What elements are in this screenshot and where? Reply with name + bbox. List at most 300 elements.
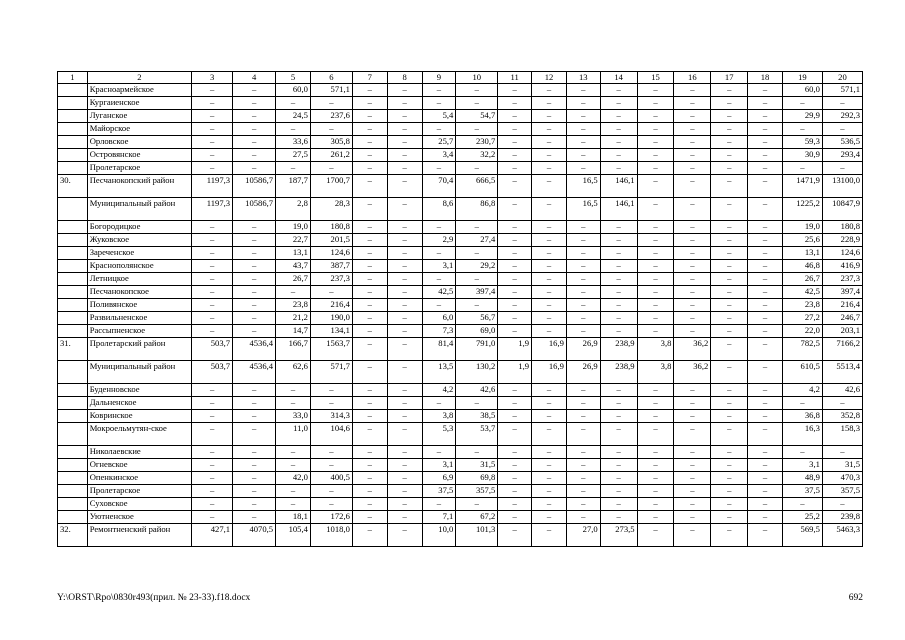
- value-cell: 86,8: [456, 198, 498, 221]
- value-cell: –: [498, 84, 532, 97]
- value-cell: –: [637, 198, 674, 221]
- value-cell: –: [748, 410, 783, 423]
- value-cell: 397,4: [822, 286, 862, 299]
- value-cell: 1,9: [498, 361, 532, 384]
- value-cell: 273,5: [600, 524, 637, 547]
- value-cell: 70,4: [422, 175, 456, 198]
- table-row: [58, 97, 863, 110]
- value-cell: 158,3: [822, 423, 862, 446]
- value-cell: 27,2: [782, 312, 822, 325]
- value-cell: –: [498, 459, 532, 472]
- value-cell: 13,5: [422, 361, 456, 384]
- value-cell: –: [498, 198, 532, 221]
- value-cell: 3,8: [422, 410, 456, 423]
- value-cell: –: [422, 123, 456, 136]
- value-cell: 397,4: [456, 286, 498, 299]
- value-cell: –: [711, 397, 748, 410]
- value-cell: 29,9: [782, 110, 822, 123]
- value-cell: 13,1: [276, 247, 311, 260]
- row-number-cell: [58, 234, 88, 247]
- value-cell: 33,0: [276, 410, 311, 423]
- value-cell: –: [192, 110, 233, 123]
- value-cell: –: [782, 123, 822, 136]
- value-cell: –: [748, 97, 783, 110]
- value-cell: –: [532, 472, 567, 485]
- value-cell: –: [748, 299, 783, 312]
- value-cell: –: [532, 123, 567, 136]
- value-cell: –: [566, 149, 600, 162]
- value-cell: 53,7: [456, 423, 498, 446]
- value-cell: 43,7: [276, 260, 311, 273]
- value-cell: –: [387, 175, 422, 198]
- value-cell: –: [600, 136, 637, 149]
- value-cell: 201,5: [310, 234, 352, 247]
- value-cell: –: [637, 524, 674, 547]
- row-number-cell: [58, 446, 88, 459]
- value-cell: –: [748, 84, 783, 97]
- value-cell: –: [674, 524, 711, 547]
- value-cell: –: [711, 175, 748, 198]
- value-cell: –: [498, 110, 532, 123]
- value-cell: –: [352, 273, 387, 286]
- territory-name-cell: Пролетарское: [87, 162, 191, 175]
- value-cell: –: [387, 524, 422, 547]
- value-cell: –: [566, 325, 600, 338]
- value-cell: –: [387, 273, 422, 286]
- value-cell: –: [192, 136, 233, 149]
- value-cell: –: [711, 524, 748, 547]
- value-cell: –: [310, 498, 352, 511]
- value-cell: –: [233, 384, 276, 397]
- row-number-cell: [58, 410, 88, 423]
- value-cell: –: [600, 423, 637, 446]
- footer-file-path: Y:\ORST\Rpo\0830r493(прил. № 23-33).f18.docx: [57, 593, 251, 603]
- value-cell: –: [822, 162, 862, 175]
- territory-name-cell: Пролетарское: [87, 485, 191, 498]
- value-cell: 22,7: [276, 234, 311, 247]
- value-cell: –: [637, 498, 674, 511]
- table-row: [58, 273, 863, 286]
- value-cell: –: [674, 234, 711, 247]
- value-cell: –: [352, 198, 387, 221]
- value-cell: –: [352, 260, 387, 273]
- column-header: 11: [498, 72, 532, 84]
- header-row: [58, 72, 863, 84]
- value-cell: –: [456, 498, 498, 511]
- value-cell: –: [711, 299, 748, 312]
- value-cell: –: [498, 299, 532, 312]
- territory-name-cell: Майорское: [87, 123, 191, 136]
- value-cell: –: [352, 136, 387, 149]
- value-cell: 31,5: [822, 459, 862, 472]
- value-cell: 37,5: [782, 485, 822, 498]
- value-cell: –: [748, 198, 783, 221]
- value-cell: –: [637, 423, 674, 446]
- value-cell: –: [748, 338, 783, 361]
- value-cell: –: [748, 423, 783, 446]
- value-cell: 3,4: [422, 149, 456, 162]
- value-cell: –: [566, 423, 600, 446]
- territory-name-cell: Буденновское: [87, 384, 191, 397]
- row-number-cell: [58, 149, 88, 162]
- value-cell: –: [498, 397, 532, 410]
- value-cell: 166,7: [276, 338, 311, 361]
- value-cell: –: [352, 312, 387, 325]
- value-cell: –: [422, 273, 456, 286]
- table-row: [58, 498, 863, 511]
- value-cell: –: [276, 397, 311, 410]
- value-cell: 25,2: [782, 511, 822, 524]
- value-cell: 7,1: [422, 511, 456, 524]
- value-cell: –: [748, 384, 783, 397]
- value-cell: 27,0: [566, 524, 600, 547]
- value-cell: 27,5: [276, 149, 311, 162]
- value-cell: –: [711, 97, 748, 110]
- value-cell: –: [748, 110, 783, 123]
- value-cell: 536,5: [822, 136, 862, 149]
- value-cell: –: [387, 459, 422, 472]
- value-cell: 42,6: [822, 384, 862, 397]
- value-cell: –: [422, 97, 456, 110]
- value-cell: –: [637, 247, 674, 260]
- value-cell: –: [822, 123, 862, 136]
- territory-name-cell: Луганское: [87, 110, 191, 123]
- value-cell: –: [711, 260, 748, 273]
- value-cell: –: [674, 312, 711, 325]
- value-cell: –: [532, 446, 567, 459]
- value-cell: –: [637, 149, 674, 162]
- value-cell: 571,1: [310, 84, 352, 97]
- value-cell: 357,5: [456, 485, 498, 498]
- value-cell: 36,8: [782, 410, 822, 423]
- value-cell: 11,0: [276, 423, 311, 446]
- value-cell: –: [276, 485, 311, 498]
- column-header: 18: [748, 72, 783, 84]
- column-header: 15: [637, 72, 674, 84]
- value-cell: –: [387, 84, 422, 97]
- row-number-cell: [58, 221, 88, 234]
- value-cell: –: [674, 459, 711, 472]
- value-cell: –: [456, 221, 498, 234]
- value-cell: –: [310, 97, 352, 110]
- value-cell: –: [233, 286, 276, 299]
- territory-name-cell: Дальненское: [87, 397, 191, 410]
- value-cell: –: [674, 511, 711, 524]
- value-cell: –: [566, 286, 600, 299]
- territory-name-cell: Зареченское: [87, 247, 191, 260]
- value-cell: 4536,4: [233, 361, 276, 384]
- value-cell: 56,7: [456, 312, 498, 325]
- value-cell: –: [748, 498, 783, 511]
- value-cell: –: [422, 84, 456, 97]
- value-cell: –: [637, 162, 674, 175]
- value-cell: –: [600, 234, 637, 247]
- territory-name-cell: Суховское: [87, 498, 191, 511]
- value-cell: –: [566, 260, 600, 273]
- table-body: [58, 84, 863, 547]
- value-cell: –: [532, 84, 567, 97]
- value-cell: –: [711, 410, 748, 423]
- value-cell: –: [674, 84, 711, 97]
- table-row: [58, 198, 863, 221]
- value-cell: –: [748, 136, 783, 149]
- table-row: [58, 299, 863, 312]
- value-cell: –: [498, 312, 532, 325]
- value-cell: –: [276, 459, 311, 472]
- value-cell: 239,8: [822, 511, 862, 524]
- row-number-cell: [58, 511, 88, 524]
- value-cell: 81,4: [422, 338, 456, 361]
- value-cell: –: [192, 149, 233, 162]
- value-cell: –: [498, 247, 532, 260]
- value-cell: –: [600, 325, 637, 338]
- value-cell: –: [748, 511, 783, 524]
- value-cell: –: [711, 312, 748, 325]
- column-header: 13: [566, 72, 600, 84]
- value-cell: –: [233, 123, 276, 136]
- value-cell: –: [233, 234, 276, 247]
- value-cell: –: [637, 234, 674, 247]
- value-cell: 18,1: [276, 511, 311, 524]
- value-cell: –: [387, 446, 422, 459]
- value-cell: –: [498, 511, 532, 524]
- value-cell: 216,4: [822, 299, 862, 312]
- value-cell: –: [498, 149, 532, 162]
- table-row: [58, 221, 863, 234]
- value-cell: –: [532, 423, 567, 446]
- value-cell: –: [748, 149, 783, 162]
- value-cell: 314,3: [310, 410, 352, 423]
- value-cell: 26,7: [276, 273, 311, 286]
- value-cell: –: [600, 410, 637, 423]
- value-cell: –: [674, 136, 711, 149]
- value-cell: 7166,2: [822, 338, 862, 361]
- value-cell: –: [498, 123, 532, 136]
- value-cell: 25,7: [422, 136, 456, 149]
- value-cell: 7,3: [422, 325, 456, 338]
- value-cell: –: [532, 410, 567, 423]
- value-cell: –: [387, 384, 422, 397]
- value-cell: –: [711, 198, 748, 221]
- value-cell: 54,7: [456, 110, 498, 123]
- footer-page-number: 692: [848, 593, 863, 603]
- value-cell: 3,1: [422, 260, 456, 273]
- table-row: [58, 84, 863, 97]
- value-cell: –: [498, 221, 532, 234]
- value-cell: 13100,0: [822, 175, 862, 198]
- value-cell: –: [711, 286, 748, 299]
- value-cell: –: [498, 97, 532, 110]
- table-row: [58, 485, 863, 498]
- value-cell: –: [498, 234, 532, 247]
- value-cell: –: [352, 511, 387, 524]
- value-cell: –: [456, 123, 498, 136]
- value-cell: –: [532, 97, 567, 110]
- value-cell: –: [748, 485, 783, 498]
- value-cell: –: [387, 123, 422, 136]
- value-cell: 230,7: [456, 136, 498, 149]
- value-cell: –: [532, 234, 567, 247]
- value-cell: –: [310, 446, 352, 459]
- value-cell: 42,5: [422, 286, 456, 299]
- column-header: 12: [532, 72, 567, 84]
- value-cell: 36,2: [674, 361, 711, 384]
- value-cell: –: [782, 97, 822, 110]
- value-cell: –: [748, 273, 783, 286]
- value-cell: –: [498, 325, 532, 338]
- value-cell: –: [532, 162, 567, 175]
- value-cell: –: [192, 221, 233, 234]
- column-header: 2: [87, 72, 191, 84]
- value-cell: 305,8: [310, 136, 352, 149]
- value-cell: –: [566, 498, 600, 511]
- territory-name-cell: Ремонтненский район: [87, 524, 191, 547]
- column-header: 7: [352, 72, 387, 84]
- value-cell: –: [566, 485, 600, 498]
- territory-name-cell: Ковринское: [87, 410, 191, 423]
- row-number-cell: [58, 423, 88, 446]
- value-cell: –: [352, 110, 387, 123]
- value-cell: –: [233, 459, 276, 472]
- value-cell: –: [674, 123, 711, 136]
- value-cell: 69,0: [456, 325, 498, 338]
- value-cell: –: [566, 84, 600, 97]
- value-cell: –: [192, 459, 233, 472]
- value-cell: 5513,4: [822, 361, 862, 384]
- value-cell: –: [637, 472, 674, 485]
- value-cell: 29,2: [456, 260, 498, 273]
- value-cell: –: [600, 162, 637, 175]
- value-cell: 1471,9: [782, 175, 822, 198]
- value-cell: –: [192, 446, 233, 459]
- row-number-cell: [58, 110, 88, 123]
- value-cell: –: [352, 472, 387, 485]
- value-cell: 2,8: [276, 198, 311, 221]
- value-cell: –: [233, 136, 276, 149]
- value-cell: –: [600, 221, 637, 234]
- value-cell: –: [566, 397, 600, 410]
- value-cell: 60,0: [276, 84, 311, 97]
- value-cell: –: [352, 162, 387, 175]
- row-number-cell: [58, 459, 88, 472]
- value-cell: 2,9: [422, 234, 456, 247]
- value-cell: –: [566, 247, 600, 260]
- value-cell: –: [498, 472, 532, 485]
- value-cell: –: [711, 273, 748, 286]
- column-header: 14: [600, 72, 637, 84]
- value-cell: –: [456, 162, 498, 175]
- value-cell: –: [387, 162, 422, 175]
- value-cell: –: [276, 123, 311, 136]
- value-cell: –: [233, 498, 276, 511]
- value-cell: –: [748, 446, 783, 459]
- territory-name-cell: Песчанокопский район: [87, 175, 191, 198]
- value-cell: –: [387, 325, 422, 338]
- value-cell: –: [711, 84, 748, 97]
- value-cell: 59,3: [782, 136, 822, 149]
- row-number-cell: [58, 485, 88, 498]
- table-row: [58, 397, 863, 410]
- table-row: [58, 312, 863, 325]
- value-cell: 16,3: [782, 423, 822, 446]
- value-cell: 1018,0: [310, 524, 352, 547]
- value-cell: –: [422, 221, 456, 234]
- value-cell: –: [498, 498, 532, 511]
- value-cell: 37,5: [422, 485, 456, 498]
- value-cell: 26,9: [566, 361, 600, 384]
- value-cell: 216,4: [310, 299, 352, 312]
- value-cell: 10,0: [422, 524, 456, 547]
- value-cell: –: [532, 273, 567, 286]
- value-cell: –: [233, 110, 276, 123]
- value-cell: –: [233, 247, 276, 260]
- value-cell: –: [233, 410, 276, 423]
- row-number-cell: [58, 384, 88, 397]
- value-cell: 46,8: [782, 260, 822, 273]
- row-number-cell: [58, 397, 88, 410]
- value-cell: 146,1: [600, 175, 637, 198]
- value-cell: –: [822, 97, 862, 110]
- value-cell: 3,1: [782, 459, 822, 472]
- row-number-cell: 31.: [58, 338, 88, 361]
- value-cell: –: [422, 397, 456, 410]
- value-cell: –: [637, 299, 674, 312]
- value-cell: –: [192, 123, 233, 136]
- table-row: [58, 459, 863, 472]
- value-cell: –: [600, 273, 637, 286]
- value-cell: –: [387, 397, 422, 410]
- value-cell: 237,3: [310, 273, 352, 286]
- value-cell: 130,2: [456, 361, 498, 384]
- value-cell: 33,6: [276, 136, 311, 149]
- value-cell: –: [711, 247, 748, 260]
- value-cell: –: [566, 446, 600, 459]
- value-cell: –: [498, 384, 532, 397]
- value-cell: –: [532, 325, 567, 338]
- value-cell: –: [456, 446, 498, 459]
- value-cell: 42,5: [782, 286, 822, 299]
- value-cell: –: [233, 97, 276, 110]
- value-cell: 503,7: [192, 338, 233, 361]
- value-cell: –: [674, 423, 711, 446]
- value-cell: 4,2: [782, 384, 822, 397]
- row-number-cell: [58, 260, 88, 273]
- value-cell: –: [600, 485, 637, 498]
- value-cell: –: [352, 84, 387, 97]
- value-cell: 387,7: [310, 260, 352, 273]
- row-number-cell: [58, 247, 88, 260]
- table-row: [58, 524, 863, 547]
- value-cell: 16,5: [566, 175, 600, 198]
- value-cell: 42,0: [276, 472, 311, 485]
- row-number-cell: [58, 472, 88, 485]
- territory-name-cell: Красноармейское: [87, 84, 191, 97]
- value-cell: 105,4: [276, 524, 311, 547]
- value-cell: –: [352, 397, 387, 410]
- value-cell: –: [674, 472, 711, 485]
- value-cell: –: [637, 410, 674, 423]
- value-cell: –: [637, 123, 674, 136]
- table-row: [58, 162, 863, 175]
- value-cell: 4070,5: [233, 524, 276, 547]
- value-cell: –: [233, 325, 276, 338]
- value-cell: 3,8: [637, 361, 674, 384]
- value-cell: 38,5: [456, 410, 498, 423]
- value-cell: –: [352, 384, 387, 397]
- value-cell: –: [711, 234, 748, 247]
- value-cell: –: [532, 312, 567, 325]
- territory-name-cell: Огневское: [87, 459, 191, 472]
